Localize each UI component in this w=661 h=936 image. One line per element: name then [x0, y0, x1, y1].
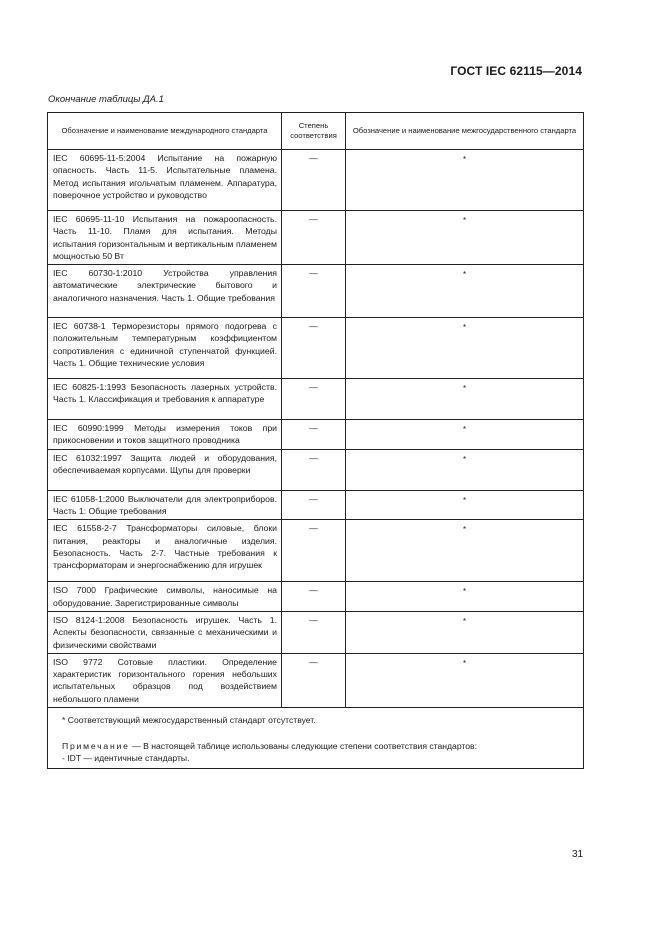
interstate-standard-cell — [346, 582, 584, 612]
interstate-standard-cell — [346, 449, 584, 490]
interstate-standard-cell — [346, 318, 584, 379]
degree-cell: — — [282, 150, 346, 211]
international-standard-cell: ISO 9772 Сотовые пластики. Определение характеристик горизонтального горения небольших испытательных образцов под воздействием небольшого пламени — [48, 653, 282, 707]
international-standard-cell: IEC 60695-11-10 Испытания на пожароопасность. Часть 11-10. Пламя для испытания. Методы испытания горизонтальным и вертикальным пламенем мощностью 50 Вт — [48, 211, 282, 265]
international-standard-cell: IEC 60738-1 Терморезисторы прямого подогрева с положительным температурным коэффициентом сопротивления с единичной ступенчатой функцией. Часть 1. Общие технические условия — [48, 318, 282, 379]
asterisk-mark: * — [462, 525, 467, 535]
table-row — [48, 420, 584, 450]
page-number: 31 — [572, 849, 584, 860]
asterisk-mark: * — [462, 384, 467, 394]
table-footnote-row — [48, 708, 584, 769]
table-row — [48, 582, 584, 612]
table-row — [48, 379, 584, 420]
degree-cell: — — [282, 265, 346, 318]
degree-cell: — — [282, 211, 346, 265]
degree-cell: — — [282, 653, 346, 707]
interstate-standard-cell — [346, 211, 584, 265]
note-prefix: Примечание — [62, 741, 130, 752]
asterisk-mark: * — [462, 587, 467, 597]
note-text: — В настоящей таблице использованы следующие степени соответствия стандартов: — [129, 741, 477, 752]
interstate-standard-cell — [346, 653, 584, 707]
interstate-standard-cell — [346, 611, 584, 653]
asterisk-mark: * — [462, 425, 467, 435]
table-row — [48, 150, 584, 211]
international-standard-cell: ISO 8124-1:2008 Безопасность игрушек. Часть 1. Аспекты безопасности, связанные с механическими и физическими свойствами — [48, 611, 282, 653]
asterisk-mark: * — [462, 323, 467, 333]
table-caption: Окончание таблицы ДА.1 — [48, 94, 164, 105]
interstate-standard-cell — [346, 490, 584, 520]
interstate-standard-cell — [346, 379, 584, 420]
international-standard-cell: IEC 61558-2-7 Трансформаторы силовые, блоки питания, реакторы и аналогичные изделия. Безопасность. Часть 2-7. Частные требования к трансформаторам и энергоснабжению для игрушек — [48, 520, 282, 582]
international-standard-cell: IEC 60825-1:1993 Безопасность лазерных устройств. Часть 1. Классификация и требования к аппаратуре — [48, 379, 282, 420]
international-standard-cell: IEC 60990:1999 Методы измерения токов при прикосновении и токов защитного проводника — [48, 420, 282, 450]
degree-cell: — — [282, 420, 346, 450]
degree-cell: — — [282, 582, 346, 612]
asterisk-mark: * — [462, 155, 467, 164]
column-header-international: Обозначение и наименование международного стандарта — [48, 113, 282, 150]
international-standard-cell: IEC 60730-1:2010 Устройства управления автоматические электрические бытового и аналогичного назначения. Часть 1. Общие требования — [48, 265, 282, 318]
asterisk-mark: * — [462, 495, 467, 505]
asterisk-mark: * — [462, 616, 467, 626]
asterisk-mark: * — [462, 270, 467, 280]
degree-cell: — — [282, 318, 346, 379]
international-standard-cell: IEC 60695-11-5:2004 Испытание на пожарную опасность. Часть 11-5. Испытательные пламена. Метод испытания игольчатым пламенем. Аппаратура, поверочное устройство и руководство — [48, 150, 282, 211]
international-standard-cell: IEC 61058-1:2000 Выключатели для электроприборов. Часть 1: Общие требования — [48, 490, 282, 520]
asterisk-footnote: * Соответствующий межгосударственный стандарт отсутствует. — [62, 715, 316, 726]
asterisk-mark: * — [462, 454, 467, 464]
column-header-interstate: Обозначение и наименование межгосударственного стандарта — [346, 113, 584, 150]
degree-cell: — — [282, 379, 346, 420]
column-header-degree: Степень соответствия — [282, 113, 346, 150]
asterisk-mark: * — [462, 658, 467, 668]
table-footnote — [48, 708, 584, 769]
table-row — [48, 520, 584, 582]
interstate-standard-cell — [346, 520, 584, 582]
degree-cell: — — [282, 490, 346, 520]
interstate-standard-cell — [346, 265, 584, 318]
interstate-standard-cell — [346, 150, 584, 211]
degree-cell: — — [282, 449, 346, 490]
interstate-standard-cell — [346, 420, 584, 450]
international-standard-cell: IEC 61032:1997 Защита людей и оборудования, обеспечиваемая корпусами. Щупы для проверки — [48, 449, 282, 490]
document-header-code: ГОСТ IEC 62115—2014 — [450, 64, 582, 78]
note-line — [62, 740, 575, 752]
table-row — [48, 449, 584, 490]
table-row — [48, 211, 584, 265]
table-row — [48, 490, 584, 520]
international-standard-cell: ISO 7000 Графические символы, наносимые на оборудование. Зарегистрированные символы — [48, 582, 282, 612]
correspondence-table — [47, 112, 584, 769]
degree-cell: — — [282, 520, 346, 582]
degree-cell: — — [282, 611, 346, 653]
asterisk-mark: * — [462, 216, 467, 225]
table-header-row — [48, 113, 584, 150]
table-row — [48, 611, 584, 653]
note-item: - IDT — идентичные стандарты. — [62, 753, 190, 764]
table-row — [48, 318, 584, 379]
table-row — [48, 265, 584, 318]
table-row — [48, 653, 584, 707]
